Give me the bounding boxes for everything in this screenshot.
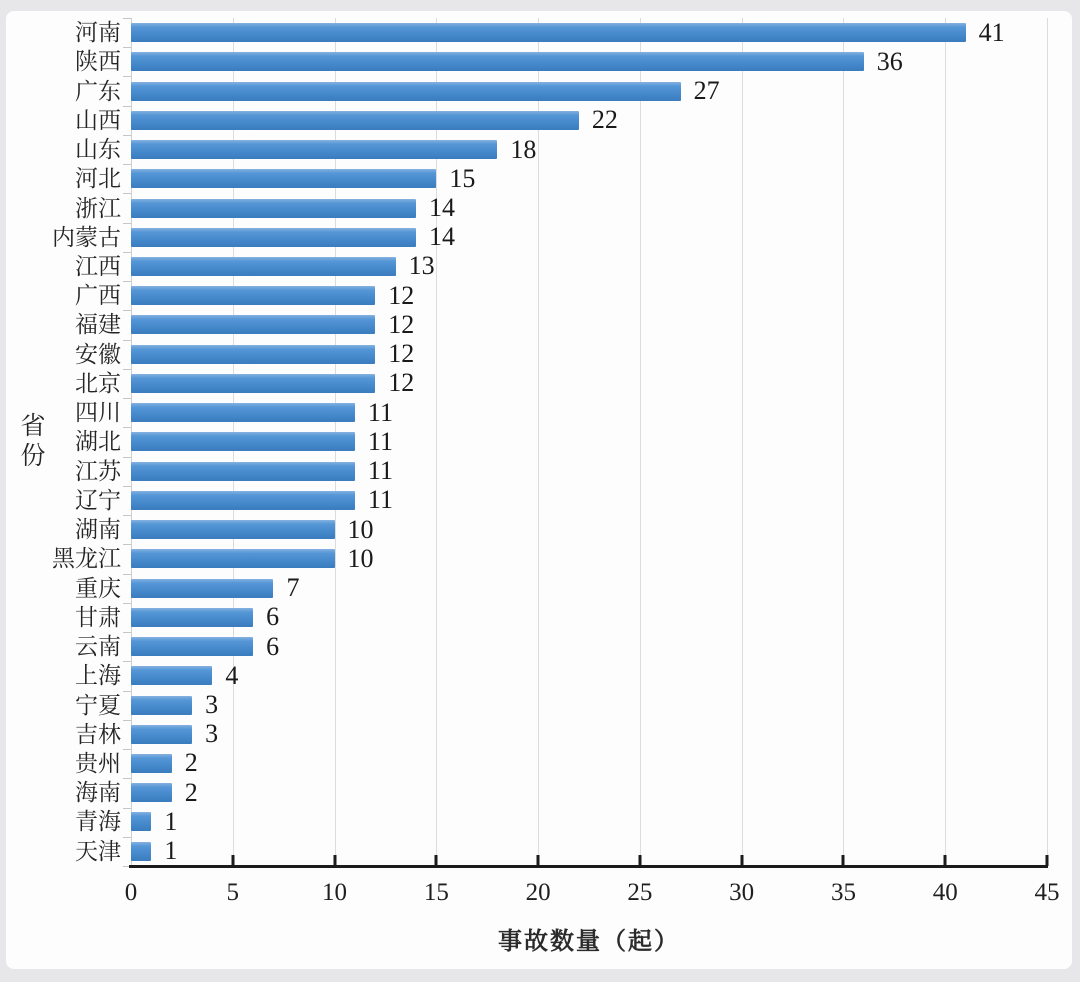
bar <box>131 374 375 393</box>
bar-row <box>75 573 1047 603</box>
value-label: 3 <box>205 719 219 749</box>
y-tick-mark <box>123 252 131 253</box>
x-tick-mark <box>231 855 234 866</box>
category-label: 吉林 <box>75 721 121 747</box>
bar <box>131 696 192 715</box>
y-tick-mark <box>123 398 131 399</box>
category-label: 贵州 <box>75 750 121 776</box>
bar <box>131 82 681 101</box>
x-tick-mark <box>842 855 845 866</box>
bar-row <box>75 17 1047 47</box>
y-tick-mark <box>123 340 131 341</box>
bar-row <box>75 76 1047 106</box>
category-label: 青海 <box>75 809 121 835</box>
value-label: 2 <box>184 748 198 778</box>
x-tick-label: 0 <box>124 879 138 906</box>
value-label: 11 <box>367 426 393 456</box>
x-tick-mark <box>333 855 336 866</box>
category-label: 广东 <box>75 78 121 104</box>
bar-row <box>75 280 1047 310</box>
bar-row <box>75 748 1047 778</box>
bar <box>131 52 864 71</box>
y-tick-mark <box>123 808 131 809</box>
x-tick-mark <box>740 855 743 866</box>
category-label: 河北 <box>75 166 121 192</box>
bar-row <box>52 222 1047 252</box>
bar <box>131 666 212 685</box>
bar-row <box>75 163 1047 193</box>
category-label: 江苏 <box>75 458 121 484</box>
y-tick-mark <box>123 76 131 77</box>
bar-row <box>75 397 1047 427</box>
y-tick-mark <box>123 427 131 428</box>
y-tick-mark <box>123 281 131 282</box>
bar-rows <box>52 17 1047 866</box>
value-label: 27 <box>693 76 720 106</box>
x-tick-label: 10 <box>322 879 348 906</box>
value-label: 12 <box>388 280 415 310</box>
bar-row <box>75 456 1047 486</box>
bar-row <box>75 719 1047 749</box>
category-label: 山东 <box>75 137 121 163</box>
category-label: 天津 <box>75 838 121 864</box>
bar-row <box>75 660 1047 690</box>
value-label: 6 <box>266 631 280 661</box>
bar-row <box>75 251 1047 281</box>
bar <box>131 520 335 539</box>
bar <box>131 140 497 159</box>
category-label: 甘肃 <box>75 604 121 630</box>
x-tick-label: 45 <box>1034 879 1060 906</box>
category-label: 浙江 <box>75 195 121 221</box>
bar-row <box>75 309 1047 339</box>
category-label: 江西 <box>75 253 121 279</box>
bar <box>131 491 355 510</box>
bar-row <box>75 485 1047 515</box>
bar <box>131 812 151 831</box>
category-label: 宁夏 <box>75 692 121 718</box>
bar <box>131 725 192 744</box>
bar-row <box>75 339 1047 369</box>
y-tick-mark <box>123 574 131 575</box>
category-label: 四川 <box>75 400 121 426</box>
category-label: 上海 <box>75 663 121 689</box>
y-tick-mark <box>123 661 131 662</box>
bar <box>131 228 416 247</box>
bar <box>131 315 375 334</box>
y-tick-mark <box>123 544 131 545</box>
y-axis-title: 省份 <box>17 412 44 472</box>
value-label: 14 <box>428 222 455 252</box>
value-label: 18 <box>510 134 537 164</box>
x-tick-mark <box>944 855 947 866</box>
bar <box>131 257 396 276</box>
category-label: 海南 <box>75 780 121 806</box>
bar <box>131 403 355 422</box>
y-tick-mark <box>123 18 131 19</box>
value-label: 6 <box>266 602 280 632</box>
category-label: 重庆 <box>75 575 121 601</box>
category-label: 山西 <box>75 107 121 133</box>
category-label: 辽宁 <box>75 487 121 513</box>
y-tick-mark <box>123 193 131 194</box>
value-label: 7 <box>286 573 300 603</box>
bar <box>131 462 355 481</box>
category-label: 福建 <box>75 312 121 338</box>
value-label: 3 <box>205 690 219 719</box>
value-label: 12 <box>388 339 415 369</box>
x-axis-title: 事故数量（起） <box>498 927 680 955</box>
y-tick-mark <box>123 603 131 604</box>
bar-row <box>75 105 1047 135</box>
bar-row <box>75 602 1047 632</box>
category-label: 湖北 <box>75 429 121 455</box>
bar <box>131 432 355 451</box>
bar-row <box>75 368 1047 398</box>
x-tick-label: 40 <box>932 879 958 906</box>
value-label: 2 <box>184 777 198 807</box>
bar <box>131 637 253 656</box>
bar-row <box>75 836 1047 866</box>
bar-row <box>75 193 1047 223</box>
bar-row <box>75 134 1047 164</box>
x-tick-mark <box>1046 855 1049 866</box>
x-axis-tick-labels <box>124 879 1060 910</box>
x-tick-mark <box>435 855 438 866</box>
value-label: 13 <box>408 251 435 281</box>
bar-row <box>75 806 1047 836</box>
y-tick-mark <box>123 632 131 633</box>
x-tick-label: 30 <box>729 879 755 906</box>
x-tick-label: 15 <box>423 879 449 906</box>
bar-row <box>75 631 1047 661</box>
bar <box>131 286 375 305</box>
category-label: 黑龙江 <box>52 546 121 572</box>
value-label: 11 <box>367 485 393 515</box>
y-tick-mark <box>123 749 131 750</box>
y-tick-mark <box>123 47 131 48</box>
y-tick-mark <box>123 369 131 370</box>
y-tick-mark <box>123 135 131 136</box>
x-tick-label: 5 <box>226 879 240 906</box>
bar <box>131 842 151 861</box>
value-label: 22 <box>591 105 618 135</box>
value-label: 14 <box>428 193 455 223</box>
category-label: 安徽 <box>75 341 121 367</box>
bar-row <box>75 690 1047 719</box>
bar-row <box>75 46 1047 76</box>
y-tick-mark <box>123 778 131 779</box>
bar <box>131 23 966 42</box>
bar <box>131 111 579 130</box>
y-tick-mark <box>123 106 131 107</box>
y-tick-mark <box>123 223 131 224</box>
gridline <box>1047 18 1048 866</box>
category-label: 河南 <box>75 20 121 46</box>
value-label: 36 <box>876 46 903 76</box>
y-tick-mark <box>123 164 131 165</box>
value-label: 1 <box>164 836 178 866</box>
bar <box>131 608 253 627</box>
plot-area <box>52 17 1047 866</box>
bar-row <box>75 426 1047 456</box>
bar-row <box>52 543 1047 573</box>
y-tick-mark <box>123 457 131 458</box>
x-tick-label: 20 <box>525 879 551 906</box>
value-label: 1 <box>164 806 178 836</box>
bar-row <box>75 777 1047 807</box>
value-label: 4 <box>225 660 239 690</box>
value-label: 12 <box>388 368 415 398</box>
value-label: 11 <box>367 397 393 427</box>
y-tick-mark <box>123 837 131 838</box>
x-axis-line <box>129 865 1048 868</box>
category-label: 北京 <box>75 370 121 396</box>
bar <box>131 199 416 218</box>
y-tick-mark <box>123 310 131 311</box>
y-tick-mark <box>123 691 131 692</box>
x-tick-mark <box>537 855 540 866</box>
bar <box>131 169 436 188</box>
x-tick-mark <box>638 855 641 866</box>
value-label: 12 <box>388 309 415 339</box>
category-label: 湖南 <box>75 517 121 543</box>
bar <box>131 754 172 773</box>
x-tick-label: 35 <box>830 879 856 906</box>
bar-row <box>75 514 1047 544</box>
bar <box>131 549 335 568</box>
value-label: 10 <box>347 514 374 544</box>
x-tick-label: 25 <box>627 879 653 906</box>
category-label: 内蒙古 <box>52 224 121 250</box>
y-tick-mark <box>123 515 131 516</box>
bar <box>131 579 273 598</box>
y-tick-mark <box>123 720 131 721</box>
category-label: 广西 <box>75 283 121 309</box>
value-label: 41 <box>978 17 1005 47</box>
bar <box>131 345 375 364</box>
y-tick-mark <box>123 486 131 487</box>
value-label: 10 <box>347 543 374 573</box>
value-label: 11 <box>367 456 393 486</box>
bar <box>131 783 172 802</box>
value-label: 15 <box>449 163 476 193</box>
category-label: 陕西 <box>75 49 121 75</box>
category-label: 云南 <box>75 634 121 660</box>
